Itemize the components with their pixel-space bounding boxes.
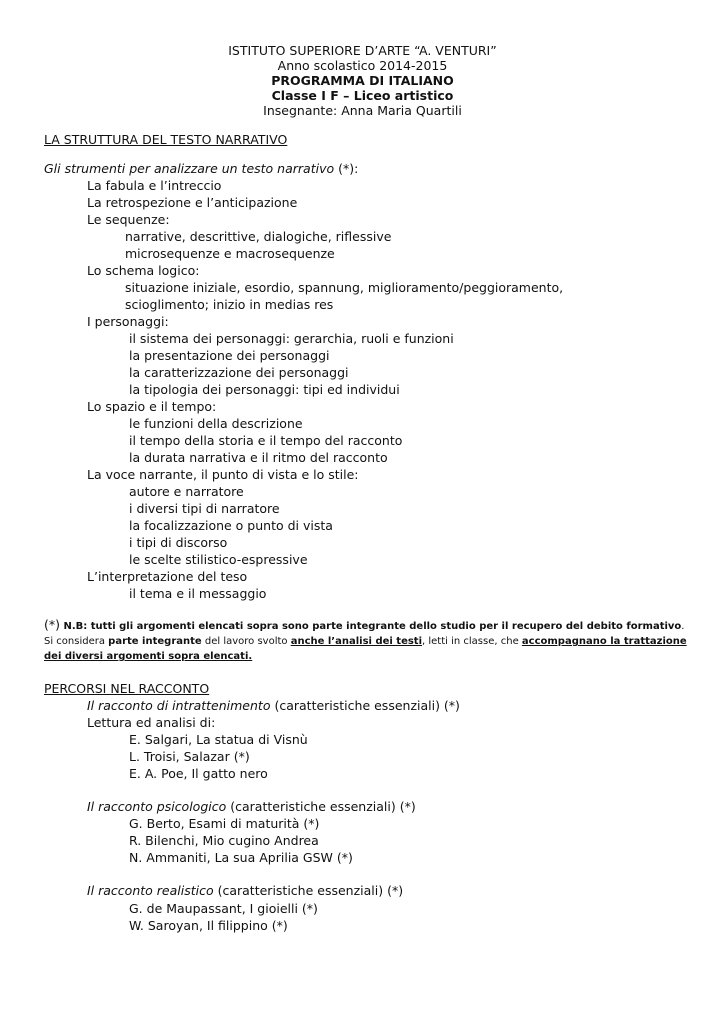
school-year: Anno scolastico 2014-2015 xyxy=(277,58,448,73)
list-item: il tempo della storia e il tempo del racconto xyxy=(129,433,403,448)
group-title-italic: Il racconto psicologico xyxy=(87,799,227,814)
teacher-name: Insegnante: Anna Maria Quartili xyxy=(263,103,462,118)
group-title-suffix: (caratteristiche essenziali) (*) xyxy=(226,799,416,814)
list-item: le funzioni della descrizione xyxy=(129,416,303,431)
section-intro-suffix: (*): xyxy=(334,161,359,176)
group-title-intrattenimento xyxy=(87,697,460,714)
list-item: L. Troisi, Salazar (*) xyxy=(129,749,250,764)
list-item: autore e narratore xyxy=(129,484,244,499)
group-title-italic: Il racconto di intrattenimento xyxy=(87,698,271,713)
list-item: il tema e il messaggio xyxy=(129,586,267,601)
note-paragraph-line1 xyxy=(44,634,687,649)
note-bold-underline: anche l’analisi dei testi xyxy=(290,636,423,647)
list-item: la presentazione dei personaggi xyxy=(129,348,330,363)
list-item: Lo spazio e il tempo: xyxy=(87,399,217,414)
list-item: scioglimento; inizio in medias res xyxy=(125,297,334,312)
list-item: la focalizzazione o punto di vista xyxy=(129,518,333,533)
list-item: G. de Maupassant, I gioielli (*) xyxy=(129,901,318,916)
note-bold-underline: accompagnano la trattazione xyxy=(521,636,687,647)
section-title-struttura: LA STRUTTURA DEL TESTO NARRATIVO xyxy=(44,132,288,147)
list-item: i tipi di discorso xyxy=(129,535,228,550)
group-title-psicologico xyxy=(87,798,416,815)
list-item: situazione iniziale, esordio, spannung, miglioramento/peggioramento, xyxy=(125,280,564,295)
list-item: La voce narrante, il punto di vista e lo stile: xyxy=(87,467,359,482)
list-item: la tipologia dei personaggi: tipi ed individui xyxy=(129,382,400,397)
list-item: la durata narrativa e il ritmo del racconto xyxy=(129,450,388,465)
list-item: il sistema dei personaggi: gerarchia, ruoli e funzioni xyxy=(129,331,454,346)
note-bold-underline: dei diversi argomenti sopra elencati. xyxy=(44,651,253,662)
list-item: i diversi tipi di narratore xyxy=(129,501,280,516)
program-title: PROGRAMMA DI ITALIANO xyxy=(271,73,454,88)
list-item: Le sequenze: xyxy=(87,212,170,227)
group-title-suffix: (caratteristiche essenziali) (*) xyxy=(270,698,460,713)
nb-end: . xyxy=(681,621,685,632)
list-item: L’interpretazione del teso xyxy=(87,569,248,584)
list-item: microsequenze e macrosequenze xyxy=(125,246,335,261)
group-title-realistico xyxy=(87,882,403,899)
note-paragraph-line2 xyxy=(44,649,669,664)
nb-text: N.B: tutti gli argomenti elencati sopra sono parte integrante dello studio per il recupero del debito formativo xyxy=(60,621,682,632)
school-name: ISTITUTO SUPERIORE D’ARTE “A. VENTURI” xyxy=(228,43,497,58)
list-item: Lo schema logico: xyxy=(87,263,200,278)
list-item: le scelte stilistico-espressive xyxy=(129,552,308,567)
note-text: Si considera xyxy=(44,636,109,647)
note-text: , letti in classe, che xyxy=(422,636,522,647)
section-intro-italic: Gli strumenti per analizzare un testo narrativo xyxy=(44,161,335,176)
note-text: del lavoro svolto xyxy=(201,636,291,647)
class-name: Classe I F – Liceo artistico xyxy=(271,88,454,103)
list-item: La retrospezione e l’anticipazione xyxy=(87,195,298,210)
list-item: G. Berto, Esami di maturità (*) xyxy=(129,816,320,831)
group-title-suffix: (caratteristiche essenziali) (*) xyxy=(213,883,404,898)
nb-note xyxy=(44,617,685,634)
list-item: narrative, descrittive, dialogiche, riflessive xyxy=(125,229,392,244)
list-item: R. Bilenchi, Mio cugino Andrea xyxy=(129,833,319,848)
reading-label: Lettura ed analisi di: xyxy=(87,715,216,730)
list-item: E. A. Poe, Il gatto nero xyxy=(129,766,268,781)
section-intro xyxy=(44,160,358,177)
section-title-percorsi: PERCORSI NEL RACCONTO xyxy=(44,681,210,696)
list-item: E. Salgari, La statua di Visnù xyxy=(129,732,308,747)
list-item: I personaggi: xyxy=(87,314,169,329)
group-title-italic: Il racconto realistico xyxy=(87,883,214,898)
list-item: la caratterizzazione dei personaggi xyxy=(129,365,349,380)
note-bold: parte integrante xyxy=(108,636,202,647)
list-item: La fabula e l’intreccio xyxy=(87,178,222,193)
nb-star: (*) xyxy=(44,617,61,632)
list-item: N. Ammaniti, La sua Aprilia GSW (*) xyxy=(129,850,353,865)
list-item: W. Saroyan, Il filippino (*) xyxy=(129,918,288,933)
